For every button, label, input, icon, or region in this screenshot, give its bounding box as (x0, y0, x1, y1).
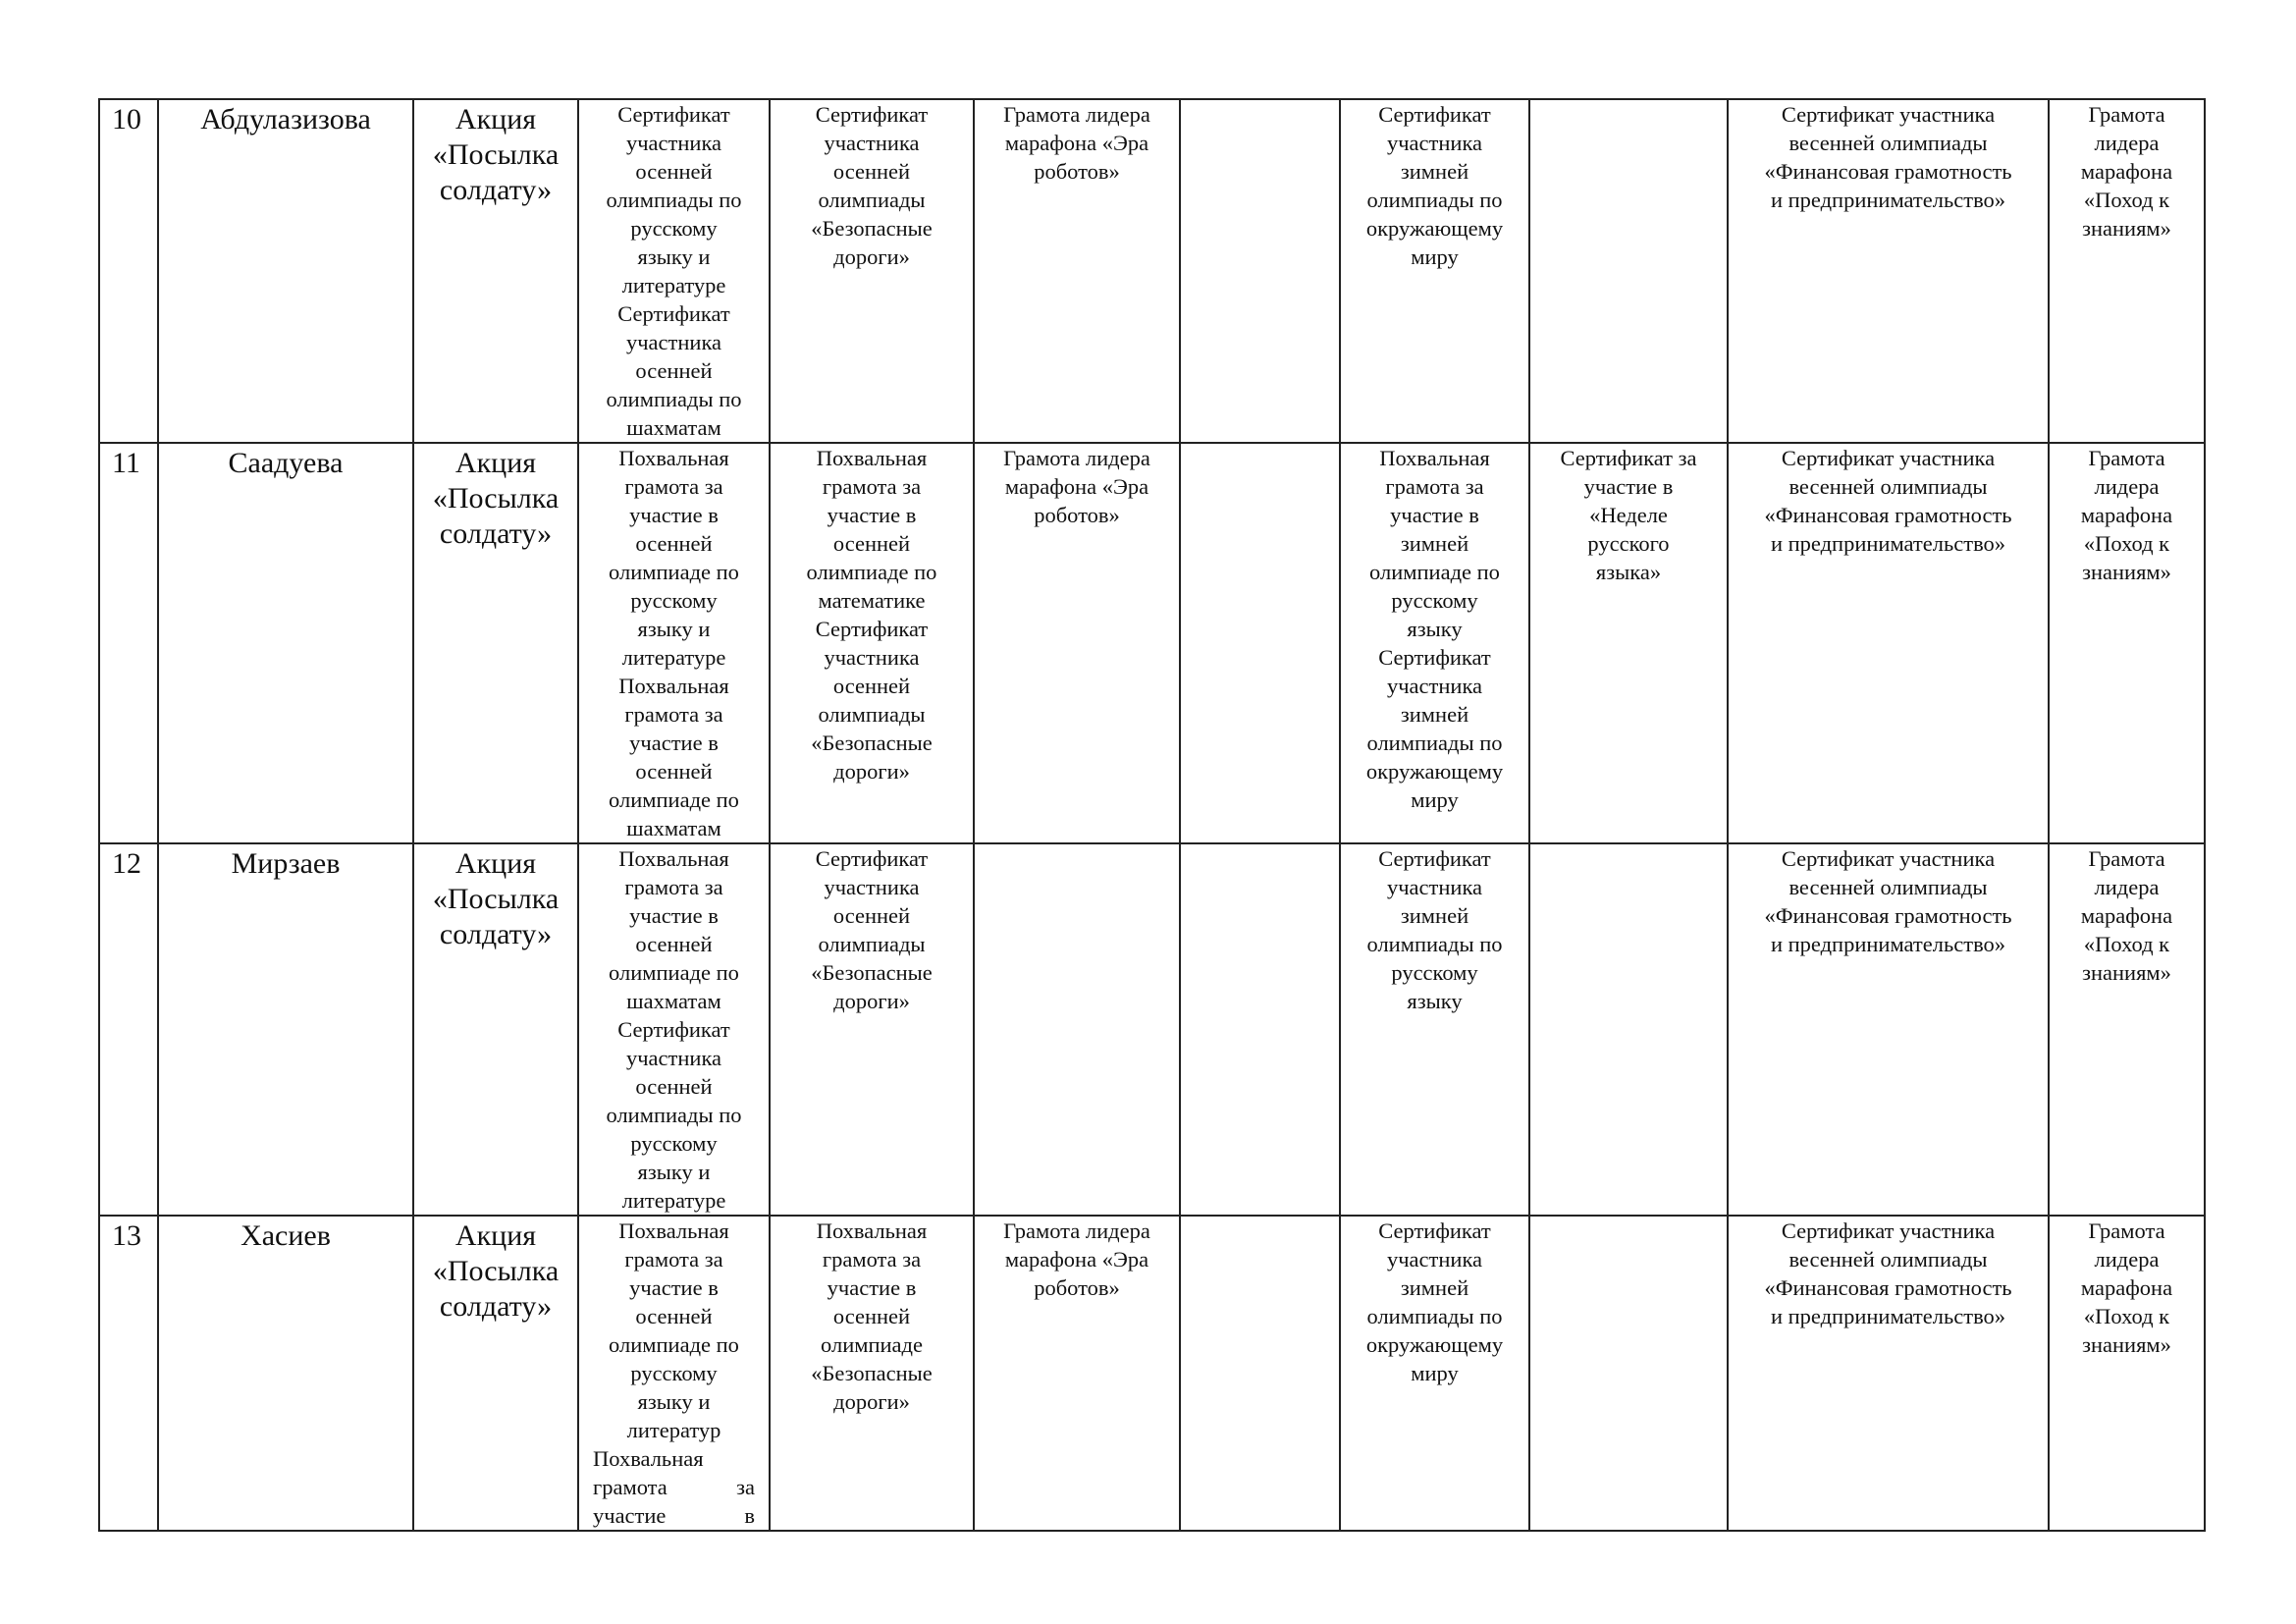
cell-line: осенней (635, 1304, 713, 1328)
cell-line: грамота за (624, 474, 723, 499)
award-cell-c5 (770, 99, 974, 443)
cell-line: осенней (635, 759, 713, 784)
cell-line: олимпиады (818, 702, 926, 727)
cell-line: миру (1411, 244, 1459, 269)
cell-line: языку и (637, 244, 711, 269)
cell-line: олимпиаде по (609, 1332, 739, 1357)
award-cell-c6 (974, 1216, 1180, 1531)
cell-line: «Посылка (432, 138, 560, 171)
cell-line: марафона (2080, 1275, 2173, 1300)
cell-line: «Финансовая грамотность (1764, 159, 2012, 184)
cell-line: Похвальная (816, 446, 928, 470)
cell-line: Сертификат (617, 102, 730, 127)
cell-line: дороги» (833, 244, 910, 269)
cell-line: Грамота (2088, 102, 2165, 127)
cell-line: весенней олимпиады (1789, 875, 1988, 899)
cell-line: Похвальная (816, 1218, 928, 1243)
cell-line: Грамота (2088, 846, 2165, 871)
cell-line: Сертификат (617, 1017, 730, 1042)
cell-line: олимпиады по (606, 387, 742, 411)
cell-line: марафона «Эра (1004, 1247, 1149, 1272)
cell-line: русскому (630, 216, 718, 241)
award-cell-c4 (578, 443, 770, 843)
cell-line: Сертификат участника (1781, 846, 1996, 871)
cell-line: грамота за (822, 474, 922, 499)
cell-line: олимпиады (818, 932, 926, 956)
cell-line: знаниям» (2082, 960, 2171, 985)
cell-line: русскому (630, 588, 718, 613)
cell-line: шахматам (626, 816, 721, 840)
table-row (99, 99, 2205, 443)
cell-line: осенней (832, 1304, 911, 1328)
row-number-cell: 13 (99, 1216, 158, 1531)
cell-line: дороги» (833, 1389, 910, 1414)
cell-line: участие в (1390, 503, 1479, 527)
awards-table (98, 98, 2206, 1532)
cell-line: олимпиады (818, 188, 926, 212)
cell-line: и предпринимательство» (1770, 1304, 2006, 1328)
cell-line: Сертификат (617, 301, 730, 326)
cell-line: знаниям» (2082, 216, 2171, 241)
cell-line: Акция (454, 1219, 537, 1252)
student-name-cell: Мирзаев (158, 843, 413, 1216)
cell-line: русскому (630, 1361, 718, 1385)
cell-line: олимпиаде по (609, 960, 739, 985)
action-cell (413, 443, 578, 843)
cell-line: Грамота лидера (1003, 102, 1150, 127)
cell-line: и предпринимательство» (1770, 531, 2006, 556)
cell-line: участника (625, 330, 722, 354)
cell-line: олимпиады по (606, 188, 742, 212)
cell-line: Грамота лидера (1003, 1218, 1150, 1243)
cell-line: Сертификат (815, 846, 929, 871)
cell-line-justified: Похвальная (593, 1446, 704, 1471)
cell-line: миру (1411, 787, 1459, 812)
action-cell (413, 1216, 578, 1531)
cell-line: Сертификат участника (1781, 1218, 1996, 1243)
cell-line: «Неделе (1589, 503, 1668, 527)
cell-line: осенней (832, 159, 911, 184)
cell-line: участника (625, 131, 722, 155)
award-cell-c5 (770, 1216, 974, 1531)
cell-line: Похвальная (618, 674, 729, 698)
cell-line: марафона (2080, 503, 2173, 527)
cell-line: осенней (635, 1074, 713, 1099)
cell-line: Сертификат (815, 102, 929, 127)
award-cell-c11 (2049, 843, 2205, 1216)
cell-line: «Безопасные (811, 731, 933, 755)
cell-line: грамота за (1385, 474, 1484, 499)
cell-line: знаниям» (2082, 1332, 2171, 1357)
cell-line: участника (824, 131, 920, 155)
cell-line: «Поход к (2083, 932, 2170, 956)
cell-line: олимпиады по (606, 1103, 742, 1127)
cell-line: олимпиаде по (806, 560, 937, 584)
cell-line: русского (1587, 531, 1670, 556)
cell-line: Грамота (2088, 446, 2165, 470)
cell-line: олимпиады по (1366, 1304, 1503, 1328)
cell-line-justified: грамота за (593, 1475, 755, 1499)
cell-line: участие в (629, 1275, 719, 1300)
award-cell-c6 (974, 99, 1180, 443)
award-cell-c5 (770, 843, 974, 1216)
award-cell-c7 (1180, 99, 1340, 443)
cell-line: весенней олимпиады (1789, 1247, 1988, 1272)
cell-line: русскому (630, 1131, 718, 1156)
cell-line: участника (625, 1046, 722, 1070)
cell-line: участие в (827, 503, 917, 527)
cell-line: знаниям» (2082, 560, 2171, 584)
cell-line: участие в (629, 903, 719, 928)
action-cell (413, 99, 578, 443)
cell-line: марафона «Эра (1004, 131, 1149, 155)
cell-line: грамота за (822, 1247, 922, 1272)
cell-line: марафона «Эра (1004, 474, 1149, 499)
cell-line-justified: участие в (593, 1503, 755, 1528)
cell-line: лидера (2094, 875, 2160, 899)
student-name-cell: Саадуева (158, 443, 413, 843)
cell-line: литературе (621, 1188, 726, 1213)
award-cell-c11 (2049, 443, 2205, 843)
cell-line: Сертификат участника (1781, 102, 1996, 127)
cell-line: и предпринимательство» (1770, 932, 2006, 956)
cell-line: Сертификат (1378, 1218, 1491, 1243)
cell-line: олимпиады по (1366, 188, 1503, 212)
cell-line: Сертификат (1378, 645, 1491, 670)
cell-line: дороги» (833, 989, 910, 1013)
cell-line: осенней (635, 159, 713, 184)
cell-line: Похвальная (618, 846, 729, 871)
cell-line: олимпиаде по (609, 787, 739, 812)
cell-line: русскому (1391, 960, 1478, 985)
cell-line: языку и (637, 1389, 711, 1414)
cell-line: лидера (2094, 474, 2160, 499)
cell-line: Акция (454, 103, 537, 135)
award-cell-c10 (1728, 99, 2049, 443)
cell-line: осенней (635, 358, 713, 383)
cell-line: «Посылка (432, 1255, 560, 1287)
cell-line: «Поход к (2083, 1304, 2170, 1328)
cell-line: олимпиаде по (609, 560, 739, 584)
cell-line: Сертификат (1378, 102, 1491, 127)
cell-line: олимпиады по (1366, 932, 1503, 956)
cell-line: и предпринимательство» (1770, 188, 2006, 212)
cell-line: литератур (626, 1418, 721, 1442)
cell-line: Грамота (2088, 1218, 2165, 1243)
cell-line: участника (1386, 131, 1483, 155)
cell-line: шахматам (626, 989, 721, 1013)
table-row (99, 843, 2205, 1216)
award-cell-c11 (2049, 1216, 2205, 1531)
award-cell-c9 (1529, 843, 1728, 1216)
award-cell-c9 (1529, 443, 1728, 843)
student-name-cell: Хасиев (158, 1216, 413, 1531)
cell-line: Сертификат (815, 617, 929, 641)
award-cell-c10 (1728, 843, 2049, 1216)
cell-line: зимней (1400, 903, 1469, 928)
cell-line: солдату» (439, 517, 553, 550)
cell-line: солдату» (439, 918, 553, 950)
cell-line: окружающему (1365, 1332, 1504, 1357)
award-cell-c7 (1180, 1216, 1340, 1531)
row-number-cell: 11 (99, 443, 158, 843)
award-cell-c8 (1340, 443, 1529, 843)
cell-line: языку и (637, 617, 711, 641)
cell-line: лидера (2094, 131, 2160, 155)
cell-line: осенней (635, 531, 713, 556)
cell-line: русскому (1391, 588, 1478, 613)
cell-line: осенней (832, 674, 911, 698)
award-cell-c4 (578, 1216, 770, 1531)
cell-line: роботов» (1034, 503, 1120, 527)
cell-line: «Поход к (2083, 531, 2170, 556)
table-row (99, 443, 2205, 843)
cell-line: Сертификат за (1560, 446, 1697, 470)
cell-line: роботов» (1034, 1275, 1120, 1300)
cell-line: Сертификат (1378, 846, 1491, 871)
award-cell-c10 (1728, 1216, 2049, 1531)
award-cell-c5 (770, 443, 974, 843)
award-cell-c10 (1728, 443, 2049, 843)
row-number-cell: 12 (99, 843, 158, 1216)
cell-line: солдату» (439, 1290, 553, 1323)
cell-line: «Поход к (2083, 188, 2170, 212)
cell-line: дороги» (833, 759, 910, 784)
cell-line: участника (824, 875, 920, 899)
cell-line: грамота за (624, 875, 723, 899)
cell-line: солдату» (439, 174, 553, 206)
cell-line: участие в (629, 731, 719, 755)
cell-line: участника (1386, 875, 1483, 899)
cell-line: участие в (629, 503, 719, 527)
cell-line: языка» (1595, 560, 1662, 584)
row-number-cell: 10 (99, 99, 158, 443)
award-cell-c9 (1529, 1216, 1728, 1531)
cell-line: участника (1386, 1247, 1483, 1272)
cell-line: участие в (1583, 474, 1674, 499)
cell-line: Грамота лидера (1003, 446, 1150, 470)
cell-line: зимней (1400, 702, 1469, 727)
cell-line: грамота за (624, 702, 723, 727)
cell-line: окружающему (1365, 759, 1504, 784)
cell-line: литературе (621, 645, 726, 670)
cell-line: участника (1386, 674, 1483, 698)
cell-line: зимней (1400, 1275, 1469, 1300)
cell-line: зимней (1400, 531, 1469, 556)
cell-line: зимней (1400, 159, 1469, 184)
award-cell-c7 (1180, 443, 1340, 843)
table-body (99, 99, 2205, 1531)
cell-line: грамота за (624, 1247, 723, 1272)
cell-line: лидера (2094, 1247, 2160, 1272)
award-cell-c8 (1340, 99, 1529, 443)
cell-line: «Безопасные (811, 960, 933, 985)
cell-line: Похвальная (618, 1218, 729, 1243)
cell-line: шахматам (626, 415, 721, 440)
award-cell-c4 (578, 843, 770, 1216)
cell-line: «Финансовая грамотность (1764, 903, 2012, 928)
cell-line: Похвальная (1379, 446, 1490, 470)
cell-line: литературе (621, 273, 726, 298)
cell-line: олимпиаде (821, 1332, 923, 1357)
cell-line: осенней (832, 531, 911, 556)
cell-line: «Посылка (432, 482, 560, 514)
cell-line: Сертификат участника (1781, 446, 1996, 470)
cell-line: весенней олимпиады (1789, 131, 1988, 155)
award-cell-c6 (974, 443, 1180, 843)
cell-line: роботов» (1034, 159, 1120, 184)
award-cell-c8 (1340, 843, 1529, 1216)
cell-line: Похвальная (618, 446, 729, 470)
cell-line: языку и (637, 1160, 711, 1184)
cell-line: «Финансовая грамотность (1764, 1275, 2012, 1300)
cell-line: марафона (2080, 159, 2173, 184)
cell-line: участника (824, 645, 920, 670)
table-row (99, 1216, 2205, 1531)
cell-line: осенней (832, 903, 911, 928)
award-cell-c6 (974, 843, 1180, 1216)
cell-line: олимпиады по (1366, 731, 1503, 755)
cell-line: осенней (635, 932, 713, 956)
action-cell (413, 843, 578, 1216)
award-cell-c8 (1340, 1216, 1529, 1531)
cell-line: математике (818, 588, 926, 613)
cell-line: участие в (827, 1275, 917, 1300)
cell-line: марафона (2080, 903, 2173, 928)
cell-line: Акция (454, 847, 537, 880)
award-cell-c7 (1180, 843, 1340, 1216)
cell-line: «Посылка (432, 883, 560, 915)
award-cell-c11 (2049, 99, 2205, 443)
cell-line: Акция (454, 447, 537, 479)
student-name-cell: Абдулазизова (158, 99, 413, 443)
cell-line: языку (1407, 617, 1463, 641)
cell-line: «Безопасные (811, 216, 933, 241)
cell-line: «Безопасные (811, 1361, 933, 1385)
cell-line: «Финансовая грамотность (1764, 503, 2012, 527)
award-cell-c4 (578, 99, 770, 443)
cell-line: окружающему (1365, 216, 1504, 241)
cell-line: миру (1411, 1361, 1459, 1385)
award-cell-c9 (1529, 99, 1728, 443)
cell-line: олимпиаде по (1369, 560, 1500, 584)
cell-line: языку (1407, 989, 1463, 1013)
cell-line: весенней олимпиады (1789, 474, 1988, 499)
